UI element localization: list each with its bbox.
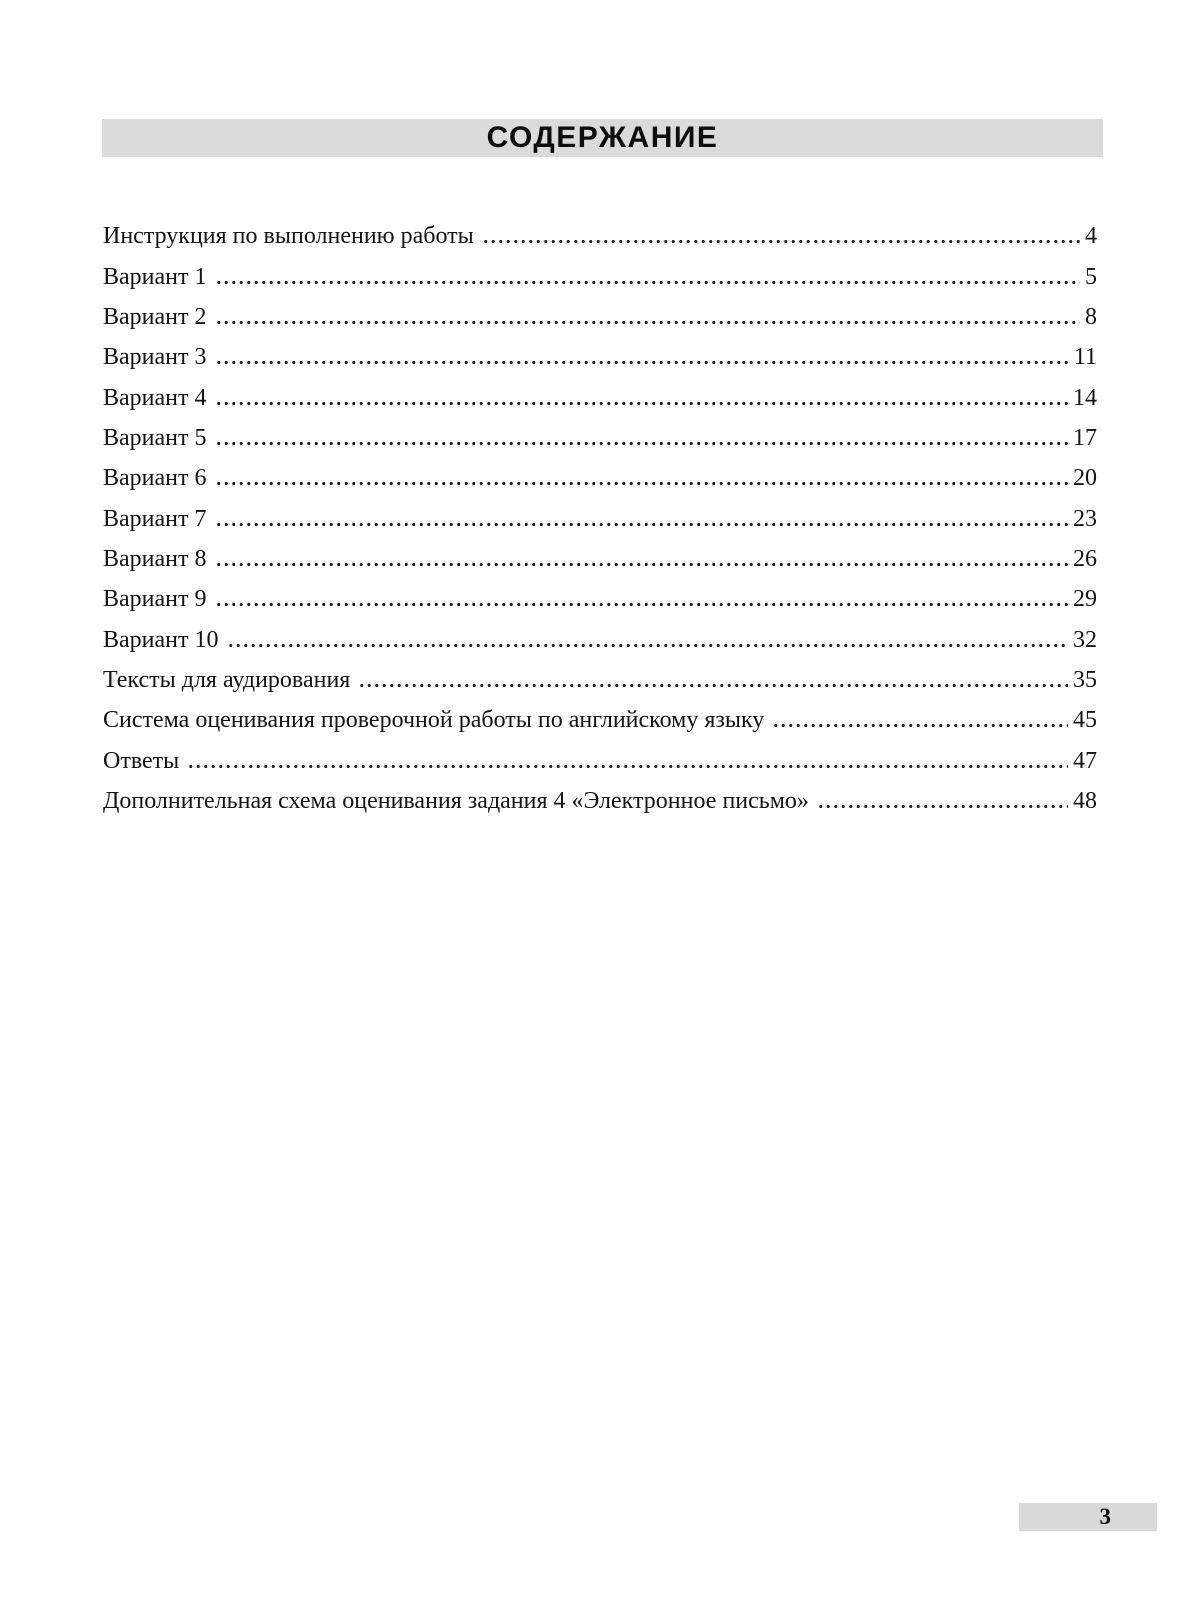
toc-row xyxy=(103,616,1097,656)
toc-entry-label: Вариант 7 xyxy=(103,505,207,532)
toc-entry-label: Вариант 10 xyxy=(103,626,219,653)
toc-entry-label: Система оценивания проверочной работы по английскому языку xyxy=(103,707,765,734)
dot-leader xyxy=(215,523,1069,526)
toc-entry-label: Вариант 5 xyxy=(103,425,207,452)
toc-row xyxy=(103,213,1097,253)
toc-entry-label: Вариант 9 xyxy=(103,586,207,613)
dot-leader xyxy=(358,684,1068,687)
toc-row xyxy=(103,697,1097,737)
toc-entry-page: 32 xyxy=(1073,626,1097,653)
toc-entry-page: 29 xyxy=(1073,586,1097,613)
dot-leader xyxy=(215,402,1069,405)
toc-row xyxy=(103,455,1097,495)
toc-row xyxy=(103,294,1097,334)
toc-entry-label: Инструкция по выполнению работы xyxy=(103,223,474,250)
toc-row xyxy=(103,253,1097,293)
toc-entry-label: Тексты для аудирования xyxy=(103,667,351,694)
toc-entry-page: 20 xyxy=(1073,465,1097,492)
toc-entry-label: Ответы xyxy=(103,747,180,774)
toc-entry-page: 23 xyxy=(1073,505,1097,532)
page-number: 3 xyxy=(1099,1504,1111,1529)
toc-entry-page: 47 xyxy=(1073,747,1097,774)
dot-leader xyxy=(772,724,1068,727)
dot-leader xyxy=(817,805,1068,808)
toc-entry-label: Дополнительная схема оценивания задания 4 «Электронное письмо» xyxy=(103,788,809,815)
toc-entry-page: 17 xyxy=(1073,425,1097,452)
dot-leader xyxy=(215,482,1069,485)
toc-entry-label: Вариант 2 xyxy=(103,304,207,331)
dot-leader xyxy=(215,563,1069,566)
toc-row xyxy=(103,374,1097,414)
dot-leader xyxy=(227,644,1069,647)
toc-entry-label: Вариант 1 xyxy=(103,263,207,290)
toc-row xyxy=(103,657,1097,697)
toc-row xyxy=(103,536,1097,576)
toc-entry-label: Вариант 3 xyxy=(103,344,207,371)
toc-row xyxy=(103,334,1097,374)
dot-leader xyxy=(215,321,1081,324)
table-of-contents xyxy=(103,213,1097,818)
toc-row xyxy=(103,576,1097,616)
page-number-box xyxy=(1019,1503,1157,1531)
dot-leader xyxy=(215,281,1081,284)
toc-entry-page: 14 xyxy=(1073,384,1097,411)
toc-row xyxy=(103,415,1097,455)
dot-leader xyxy=(215,442,1069,445)
toc-row xyxy=(103,737,1097,777)
toc-entry-label: Вариант 4 xyxy=(103,384,207,411)
toc-row xyxy=(103,495,1097,535)
dot-leader xyxy=(215,361,1069,364)
dot-leader xyxy=(187,765,1068,768)
toc-row xyxy=(103,778,1097,818)
dot-leader xyxy=(215,603,1069,606)
contents-header-bar xyxy=(102,119,1103,157)
toc-entry-label: Вариант 6 xyxy=(103,465,207,492)
toc-entry-page: 35 xyxy=(1073,667,1097,694)
toc-entry-label: Вариант 8 xyxy=(103,546,207,573)
toc-entry-page: 8 xyxy=(1085,304,1097,331)
toc-entry-page: 26 xyxy=(1073,546,1097,573)
toc-entry-page: 45 xyxy=(1073,707,1097,734)
contents-title: СОДЕРЖАНИЕ xyxy=(486,121,719,154)
dot-leader xyxy=(482,240,1080,243)
toc-entry-page: 4 xyxy=(1085,223,1097,250)
toc-entry-page: 11 xyxy=(1073,344,1097,371)
toc-entry-page: 48 xyxy=(1073,788,1097,815)
toc-entry-page: 5 xyxy=(1085,263,1097,290)
